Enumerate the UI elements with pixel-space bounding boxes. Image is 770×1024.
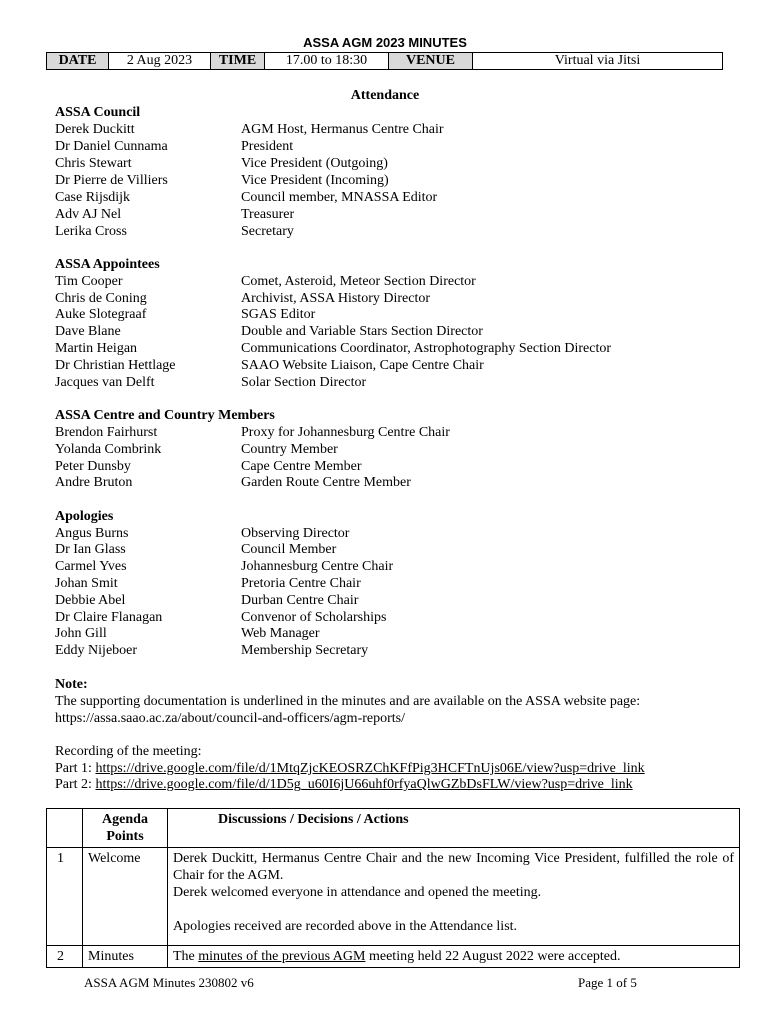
- agenda-num-header: [47, 809, 83, 848]
- attendee-row: [55, 290, 735, 307]
- footer-page-number: Page 1 of 5: [578, 975, 637, 990]
- agenda-points-header: Agenda Points: [83, 809, 168, 848]
- agenda-point: Welcome: [83, 848, 168, 946]
- date-label: DATE: [47, 53, 109, 70]
- recording-part1-link[interactable]: https://drive.google.com/file/d/1MtqZjcKEOSRZChKFfPig3HCFTnUjs06E/view?usp=drive_link: [95, 761, 645, 776]
- attendee-role: Council member, MNASSA Editor: [241, 190, 438, 205]
- attendance-heading: Attendance: [350, 88, 420, 103]
- discussion-paragraph: Derek Duckitt, Hermanus Centre Chair and the new Incoming Vice President, fulfilled the role of Chair for the AGM.: [173, 851, 734, 883]
- attendee-role: Membership Secretary: [241, 643, 369, 658]
- attendee-name: Dr Christian Hettlage: [55, 358, 176, 373]
- attendee-row: [55, 323, 735, 340]
- attendee-role: Vice President (Outgoing): [241, 156, 388, 171]
- venue-label: VENUE: [389, 53, 473, 70]
- discussion-text: The: [173, 949, 199, 964]
- meeting-info-table: [46, 52, 723, 70]
- attendee-name: Case Rijsdijk: [55, 190, 131, 205]
- attendee-row: [55, 558, 735, 575]
- section-heading-appointees: ASSA Appointees: [55, 257, 160, 272]
- attendee-row: [55, 172, 735, 189]
- attendee-name: Auke Slotegraaf: [55, 307, 147, 322]
- attendee-role: President: [241, 139, 294, 154]
- attendee-role: Treasurer: [241, 207, 295, 222]
- attendee-name: Jacques van Delft: [55, 375, 155, 390]
- attendee-role: Communications Coordinator, Astrophotography Section Director: [241, 341, 611, 356]
- agenda-point: Minutes: [83, 946, 168, 968]
- attendee-role: SGAS Editor: [241, 307, 316, 322]
- note-text: The supporting documentation is underlined in the minutes and are available on the ASSA website page:: [55, 694, 641, 709]
- agenda-table: [46, 808, 740, 968]
- recording-part2-link[interactable]: https://drive.google.com/file/d/1D5g_u60I6jU66uhf0rfyaQlwGZbDsFLW/view?usp=drive_link: [95, 777, 633, 792]
- attendee-row: [55, 441, 735, 458]
- attendee-role: Double and Variable Stars Section Director: [241, 324, 483, 339]
- attendee-name: Angus Burns: [55, 526, 129, 541]
- attendee-row: [55, 306, 735, 323]
- document-title: ASSA AGM 2023 MINUTES: [303, 35, 467, 50]
- footer-doc-id: ASSA AGM Minutes 230802 v6: [84, 975, 254, 990]
- attendee-row: [55, 189, 735, 206]
- attendee-row: [55, 121, 735, 138]
- attendee-row: [55, 575, 735, 592]
- attendee-row: [55, 609, 735, 626]
- attendee-role: Convenor of Scholarships: [241, 610, 387, 625]
- attendee-name: Yolanda Combrink: [55, 442, 162, 457]
- attendee-name: Derek Duckitt: [55, 122, 135, 137]
- agenda-header-row: [47, 809, 740, 848]
- attendee-role: Secretary: [241, 224, 294, 239]
- discussion-text: meeting held 22 August 2022 were accepted.: [365, 949, 621, 964]
- recording-part2: [55, 776, 633, 793]
- attendee-name: Chris de Coning: [55, 291, 147, 306]
- attendee-name: Dr Ian Glass: [55, 542, 126, 557]
- note-heading: Note:: [55, 677, 88, 692]
- time-label: TIME: [211, 53, 265, 70]
- attendee-role: Observing Director: [241, 526, 350, 541]
- attendee-role: SAAO Website Liaison, Cape Centre Chair: [241, 358, 484, 373]
- attendee-name: Martin Heigan: [55, 341, 138, 356]
- agm-reports-url: https://assa.saao.ac.za/about/council-and-officers/agm-reports/: [55, 711, 405, 726]
- attendee-name: Dave Blane: [55, 324, 121, 339]
- attendee-role: Johannesburg Centre Chair: [241, 559, 394, 574]
- section-heading-apologies: Apologies: [55, 509, 114, 524]
- attendee-row: [55, 424, 735, 441]
- attendee-role: AGM Host, Hermanus Centre Chair: [241, 122, 444, 137]
- attendee-name: Andre Bruton: [55, 475, 133, 490]
- attendee-name: Dr Daniel Cunnama: [55, 139, 168, 154]
- attendee-row: [55, 357, 735, 374]
- discussion-paragraph: Apologies received are recorded above in the Attendance list.: [173, 919, 518, 934]
- previous-minutes-link[interactable]: minutes of the previous AGM: [198, 949, 366, 964]
- attendee-name: Tim Cooper: [55, 274, 123, 289]
- attendee-role: Archivist, ASSA History Director: [241, 291, 430, 306]
- agenda-row-number: 2: [47, 946, 83, 968]
- attendee-row: [55, 525, 735, 542]
- agenda-row-number: 1: [47, 848, 83, 946]
- recording-heading: Recording of the meeting:: [55, 744, 202, 759]
- attendee-row: [55, 541, 735, 558]
- attendee-row: [55, 206, 735, 223]
- attendee-name: Brendon Fairhurst: [55, 425, 158, 440]
- attendee-role: Proxy for Johannesburg Centre Chair: [241, 425, 450, 440]
- attendee-row: [55, 642, 735, 659]
- attendee-name: Dr Pierre de Villiers: [55, 173, 168, 188]
- attendee-name: Carmel Yves: [55, 559, 127, 574]
- section-heading-council: ASSA Council: [55, 105, 141, 120]
- attendee-role: Solar Section Director: [241, 375, 367, 390]
- recording-part2-label: Part 2:: [55, 777, 96, 792]
- attendee-role: Garden Route Centre Member: [241, 475, 411, 490]
- attendee-name: Eddy Nijeboer: [55, 643, 138, 658]
- attendee-name: Johan Smit: [55, 576, 118, 591]
- attendee-role: Council Member: [241, 542, 337, 557]
- attendee-name: Debbie Abel: [55, 593, 126, 608]
- attendee-row: [55, 155, 735, 172]
- discussion-paragraph: Derek welcomed everyone in attendance and opened the meeting.: [173, 885, 542, 900]
- attendee-name: John Gill: [55, 626, 107, 641]
- attendee-role: Country Member: [241, 442, 338, 457]
- attendee-role: Comet, Asteroid, Meteor Section Director: [241, 274, 476, 289]
- recording-part1: [55, 760, 645, 777]
- agenda-row: [47, 946, 740, 968]
- attendee-row: [55, 273, 735, 290]
- attendee-row: [55, 458, 735, 475]
- agenda-discussion: [168, 848, 740, 946]
- attendee-name: Dr Claire Flanagan: [55, 610, 163, 625]
- agenda-discussion: [168, 946, 740, 968]
- attendee-role: Pretoria Centre Chair: [241, 576, 361, 591]
- attendee-row: [55, 592, 735, 609]
- venue-value: Virtual via Jitsi: [473, 53, 723, 70]
- attendee-row: [55, 474, 735, 491]
- attendee-row: [55, 223, 735, 240]
- attendee-row: [55, 340, 735, 357]
- attendee-role: Vice President (Incoming): [241, 173, 389, 188]
- attendee-role: Durban Centre Chair: [241, 593, 359, 608]
- attendee-role: Web Manager: [241, 626, 320, 641]
- attendee-name: Chris Stewart: [55, 156, 132, 171]
- attendee-role: Cape Centre Member: [241, 459, 362, 474]
- agenda-row: [47, 848, 740, 946]
- attendee-row: [55, 374, 735, 391]
- time-value: 17.00 to 18:30: [265, 53, 389, 70]
- discussion-header: Discussions / Decisions / Actions: [168, 809, 740, 848]
- attendee-name: Adv AJ Nel: [55, 207, 122, 222]
- section-heading-members: ASSA Centre and Country Members: [55, 408, 275, 423]
- recording-part1-label: Part 1:: [55, 761, 96, 776]
- attendee-row: [55, 138, 735, 155]
- attendee-name: Peter Dunsby: [55, 459, 131, 474]
- date-value: 2 Aug 2023: [109, 53, 211, 70]
- attendee-name: Lerika Cross: [55, 224, 127, 239]
- attendee-row: [55, 625, 735, 642]
